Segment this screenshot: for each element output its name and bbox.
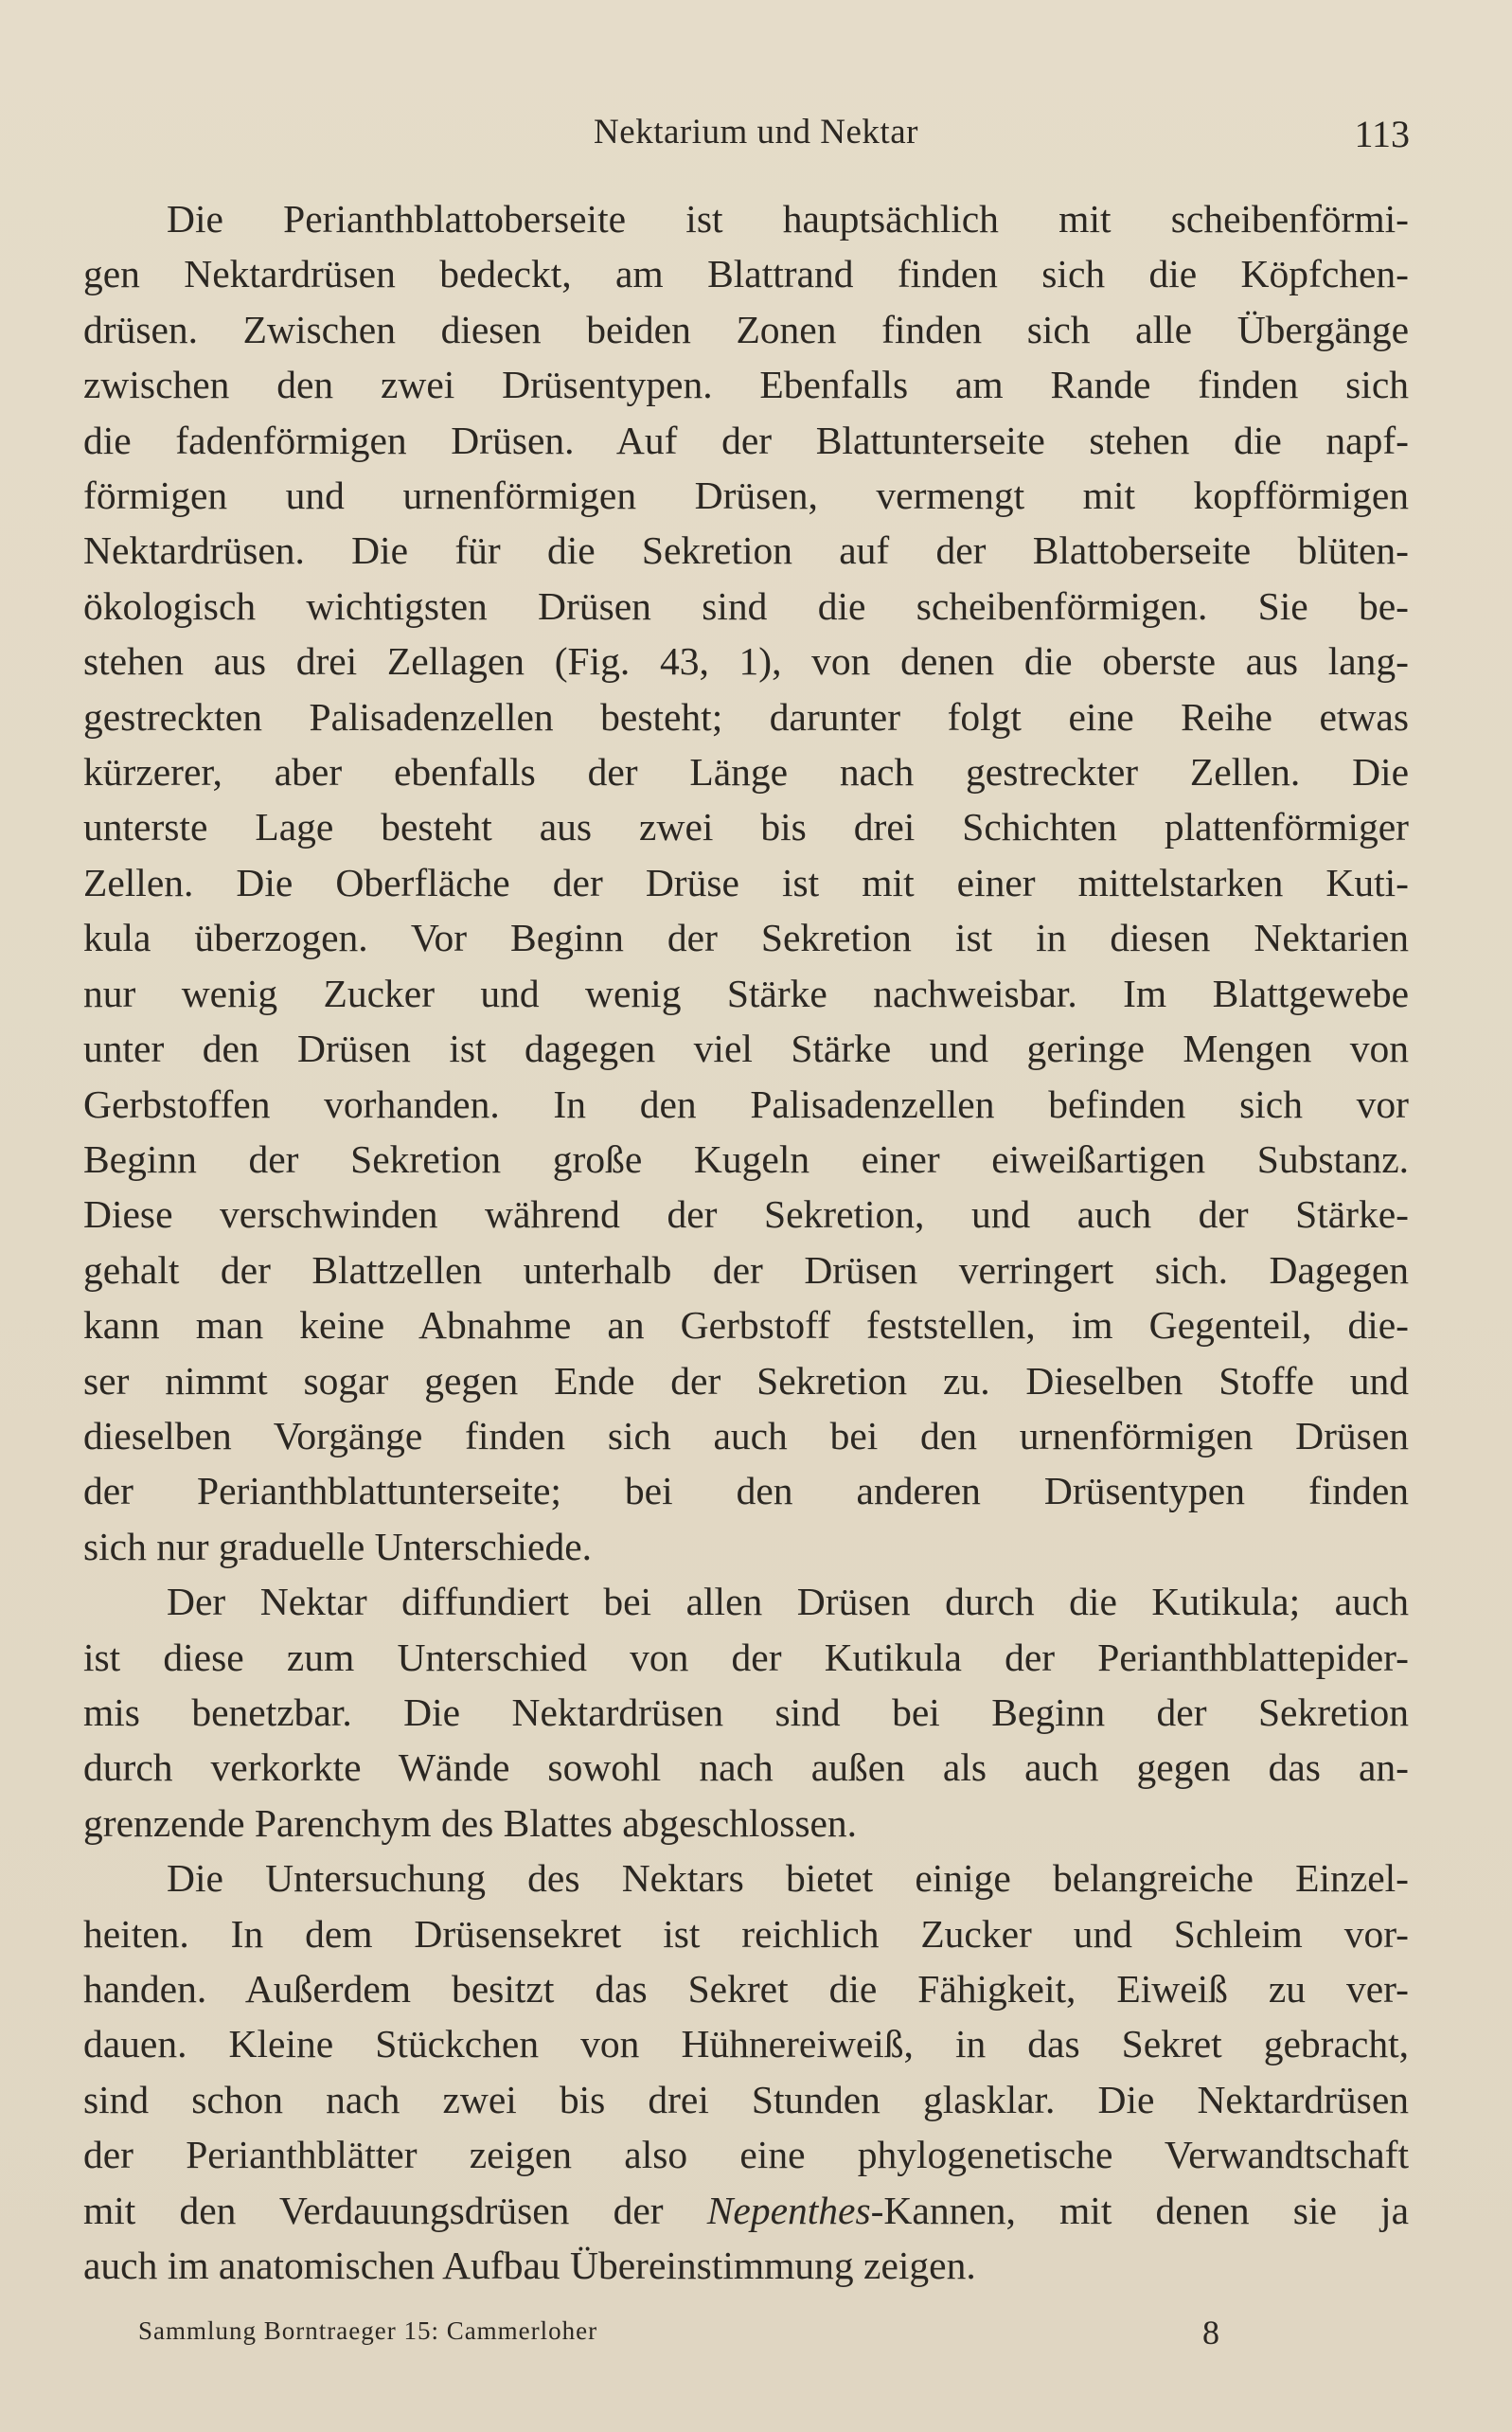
text-line: handen. Außerdem besitzt das Sekret die Fähigkeit, Eiweiß zu ver- [83, 1967, 1409, 2011]
text-line: heiten. In dem Drüsensekret ist reichlich Zucker und Schleim vor- [83, 1911, 1409, 1956]
text-line: ökologisch wichtigsten Drüsen sind die scheibenförmigen. Sie be- [83, 583, 1409, 628]
text-line: Zellen. Die Oberfläche der Drüse ist mit einer mittelstarken Kuti- [83, 860, 1409, 904]
text-line: sind schon nach zwei bis drei Stunden glasklar. Die Nektardrüsen [83, 2077, 1409, 2121]
text-line: dieselben Vorgänge finden sich auch bei den urnenförmigen Drüsen [83, 1413, 1409, 1457]
running-title: Nektarium und Nektar [594, 113, 918, 152]
body-text [83, 191, 1409, 2293]
text-line: Gerbstoffen vorhanden. In den Palisadenzellen befinden sich vor [83, 1082, 1409, 1126]
page-footer [0, 2316, 1512, 2364]
text-line: dauen. Kleine Stückchen von Hühnereiweiß, in das Sekret gebracht, [83, 2022, 1409, 2066]
paragraph [83, 1574, 1409, 1851]
text-line: drüsen. Zwischen diesen beiden Zonen finden sich alle Übergänge [83, 307, 1409, 351]
text-line: kula überzogen. Vor Beginn der Sekretion ist in diesen Nektarien [83, 916, 1409, 960]
running-head [0, 112, 1512, 159]
text-line: stehen aus drei Zellagen (Fig. 43, 1), von denen die oberste aus lang- [83, 639, 1409, 684]
signature-mark: 8 [1202, 2314, 1219, 2352]
text-line: Die Untersuchung des Nektars bietet einige belangreiche Einzel- [167, 1856, 1409, 1901]
text-span: -Kannen, mit denen sie ja [870, 2188, 1409, 2232]
text-line: ser nimmt sogar gegen Ende der Sekretion zu. Dieselben Stoffe und [83, 1358, 1409, 1403]
text-line: förmigen und urnenförmigen Drüsen, vermengt mit kopfförmigen [83, 474, 1409, 518]
text-line: grenzende Parenchym des Blattes abgeschlossen. [83, 1800, 858, 1845]
text-line: zwischen den zwei Drüsentypen. Ebenfalls am Rande finden sich [83, 363, 1409, 407]
text-line: der Perianthblätter zeigen also eine phylogenetische Verwandtschaft [83, 2133, 1409, 2177]
text-line: Nektardrüsen. Die für die Sekretion auf der Blattoberseite blüten- [83, 528, 1409, 573]
text-line: kürzerer, aber ebenfalls der Länge nach gestreckter Zellen. Die [83, 750, 1409, 795]
text-line: kann man keine Abnahme an Gerbstoff feststellen, im Gegenteil, die- [83, 1303, 1409, 1348]
text-line: Der Nektar diffundiert bei allen Drüsen durch die Kutikula; auch [167, 1580, 1409, 1624]
paragraph [83, 1851, 1409, 2293]
paragraph [83, 191, 1409, 1574]
text-line: gestreckten Palisadenzellen besteht; darunter folgt eine Reihe etwas [83, 694, 1409, 739]
text-line: mis benetzbar. Die Nektardrüsen sind bei Beginn der Sekretion [83, 1690, 1409, 1734]
text-line: sich nur graduelle Unterschiede. [83, 1524, 592, 1568]
text-line: Diese verschwinden während der Sekretion, und auch der Stärke- [83, 1192, 1409, 1237]
text-line: Beginn der Sekretion große Kugeln einer eiweißartigen Substanz. [83, 1136, 1409, 1181]
text-line: unter den Drüsen ist dagegen viel Stärke und geringe Mengen von [83, 1027, 1409, 1071]
text-line: gen Nektardrüsen bedeckt, am Blattrand finden sich die Köpfchen- [83, 252, 1409, 296]
text-line: unterste Lage besteht aus zwei bis drei Schichten plattenförmiger [83, 805, 1409, 849]
text-line: gehalt der Blattzellen unterhalb der Drüsen verringert sich. Dagegen [83, 1247, 1409, 1292]
text-line [83, 2183, 1409, 2238]
page-number: 113 [1354, 113, 1410, 155]
species-name: Nepenthes [706, 2188, 871, 2232]
text-line: die fadenförmigen Drüsen. Auf der Blattunterseite stehen die napf- [83, 418, 1409, 462]
text-line: nur wenig Zucker und wenig Stärke nachweisbar. Im Blattgewebe [83, 971, 1409, 1015]
text-line: Die Perianthblattoberseite ist hauptsächlich mit scheibenförmi- [167, 197, 1409, 241]
text-line: auch im anatomischen Aufbau Übereinstimmung zeigen. [83, 2244, 976, 2288]
text-line: durch verkorkte Wände sowohl nach außen als auch gegen das an- [83, 1745, 1409, 1790]
text-line: ist diese zum Unterschied von der Kutikula der Perianthblattepider- [83, 1635, 1409, 1679]
series-imprint: Sammlung Borntraeger 15: Cammerloher [138, 2316, 598, 2345]
text-line: der Perianthblattunterseite; bei den anderen Drüsentypen finden [83, 1469, 1409, 1513]
text-span: mit den Verdauungsdrüsen der [83, 2188, 707, 2232]
